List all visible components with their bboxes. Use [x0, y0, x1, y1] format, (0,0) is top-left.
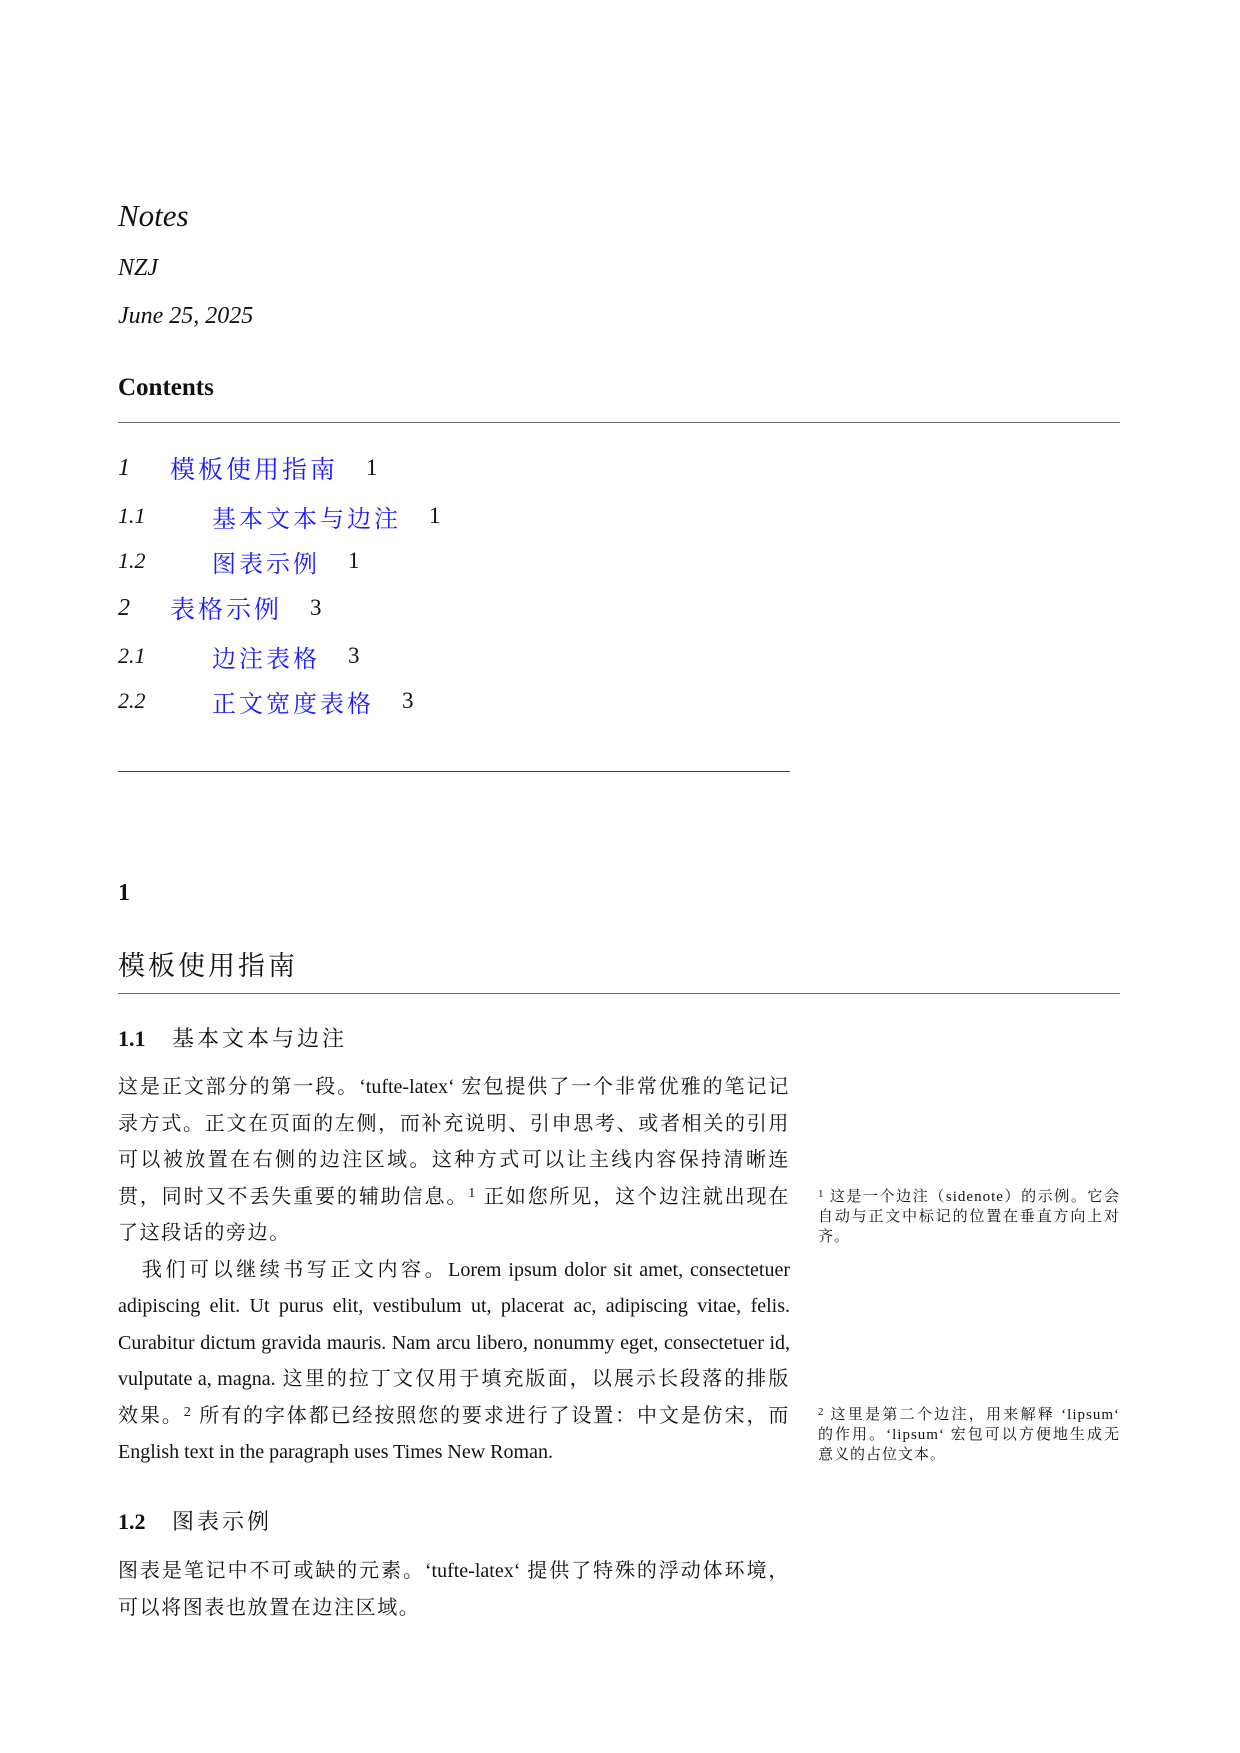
toc-entry-link[interactable]: 表格示例	[170, 597, 283, 624]
document-date: June 25, 2025	[118, 303, 254, 329]
toc-entry-page: 1	[429, 503, 441, 528]
toc-entry-number: 2	[118, 594, 130, 621]
toc-entry-link[interactable]: 基本文本与边注	[212, 506, 401, 533]
section-body	[118, 1069, 790, 1471]
toc-entry-number: 2.2	[118, 688, 146, 713]
toc-entry-number: 1	[118, 454, 130, 481]
chapter-rule	[118, 993, 1120, 994]
toc-entry[interactable]	[118, 590, 322, 626]
document-author: NZJ	[118, 255, 159, 281]
toc-entry-link[interactable]: 正文宽度表格	[212, 691, 374, 718]
toc-entry-page: 3	[348, 643, 360, 668]
toc-entry-link[interactable]: 模板使用指南	[170, 457, 339, 484]
toc-entry-link[interactable]: 图表示例	[212, 551, 320, 578]
toc-entry-number: 1.1	[118, 503, 146, 528]
toc-entry[interactable]	[118, 543, 360, 579]
chapter-title: 模板使用指南	[118, 951, 298, 981]
toc-entry[interactable]	[118, 450, 378, 486]
section-title: 图表示例	[172, 1509, 273, 1534]
toc-entry[interactable]	[118, 498, 441, 534]
toc-entry-page: 1	[348, 548, 360, 573]
toc-entry[interactable]	[118, 683, 414, 719]
toc-entry-page: 3	[402, 688, 414, 713]
section-body	[118, 1553, 790, 1626]
paragraph: 图表是笔记中不可或缺的元素。‘tufte-latex‘ 提供了特殊的浮动体环境，可以将图表也放置在边注区域。	[118, 1560, 790, 1619]
toc-heading: Contents	[118, 374, 214, 401]
paragraph: 我们可以继续书写正文内容。Lorem ipsum dolor sit amet, consectetuer adipiscing elit. Ut purus elit, vestibulum ut, placerat ac, adipiscing vitae, felis. Curabitur dictum gravida mauris. Nam arcu libero, nonummy eget, consectetuer id, vulputate a, magna. 这里的拉丁文仅用于填充版面，以展示长段落的排版效果。$^2$ 所有的字体都已经按照您的要求进行了设置：中文是仿宋，而 English text in the paragraph uses Times New Roman.	[118, 1258, 790, 1463]
sidenote-number: 2	[818, 1406, 825, 1418]
chapter-number: 1	[118, 880, 130, 906]
section-title: 基本文本与边注	[172, 1026, 348, 1051]
toc-entry-number: 2.1	[118, 643, 146, 668]
sidenote: $^2$ 这里是第二个边注，用来解释 ‘lipsum‘ 的作用。‘lipsum‘ 宏包可以方便地生成无意义的占位文本。	[818, 1406, 1120, 1463]
document-title: Notes	[118, 198, 189, 233]
toc-entry[interactable]	[118, 638, 360, 674]
section-heading	[118, 1022, 347, 1053]
toc-entry-page: 1	[366, 455, 378, 480]
paragraph: 这是正文部分的第一段。‘tufte-latex‘ 宏包提供了一个非常优雅的笔记记录方式。正文在页面的左侧，而补充说明、引申思考、或者相关的引用可以被放置在右侧的边注区域。这种方式可以让主线内容保持清晰连贯，同时又不丢失重要的辅助信息。$^1$ 正如您所见，这个边注就出现在了这段话的旁边。	[118, 1076, 791, 1244]
sidenote-number: 1	[818, 1188, 825, 1200]
sidenote-ref[interactable]: 1	[468, 1185, 477, 1201]
section-heading	[118, 1505, 272, 1536]
sidenote: $^1$ 这是一个边注（sidenote）的示例。它会自动与正文中标记的位置在垂直方向上对齐。	[818, 1188, 1120, 1245]
toc-bottom-rule	[118, 771, 790, 772]
toc-entry-page: 3	[310, 595, 322, 620]
toc-entry-link[interactable]: 边注表格	[212, 646, 320, 673]
toc-entry-number: 1.2	[118, 548, 146, 573]
toc-top-rule	[118, 422, 1120, 423]
section-number: 1.2	[118, 1509, 146, 1534]
sidenote-ref[interactable]: 2	[183, 1404, 193, 1420]
section-number: 1.1	[118, 1026, 146, 1051]
